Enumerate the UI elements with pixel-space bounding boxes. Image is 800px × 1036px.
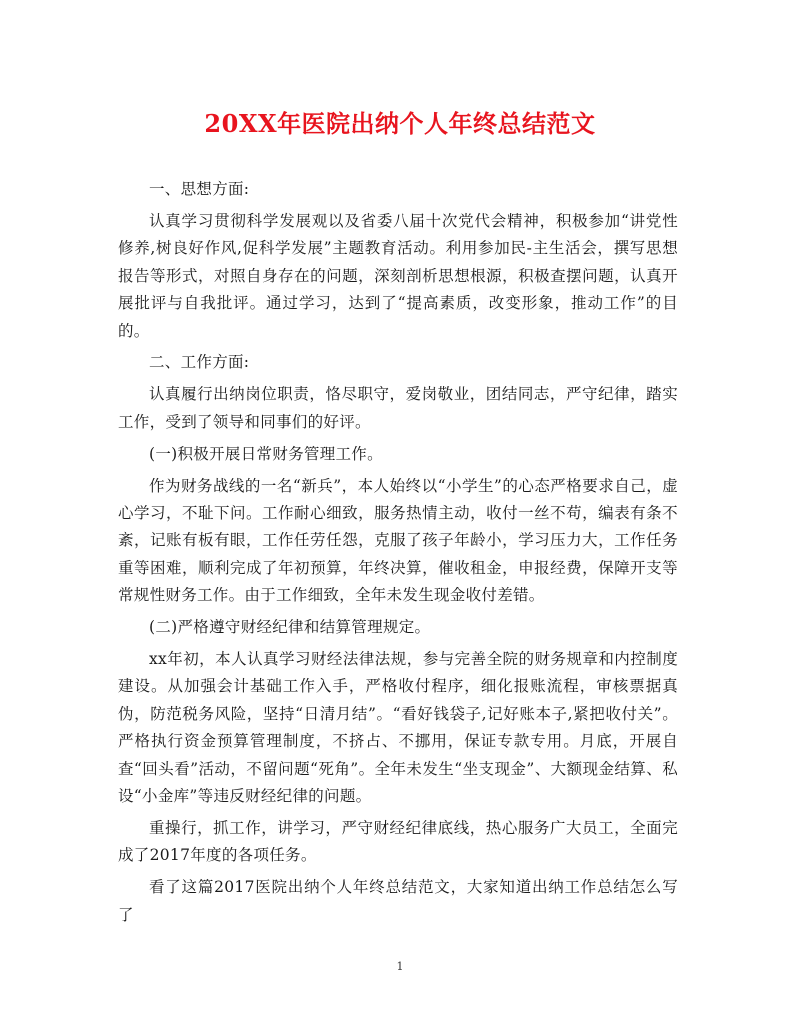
section-heading-thought: 一、思想方面: bbox=[149, 180, 250, 198]
paragraph-discipline: xx年初，本人认真学习财经法律法规，参与完善全院的财务规章和内控制度建设。从加强会计基础工作入手，严格收付程序，细化报账流程，审核票据真伪，防范税务风险，坚持“日清月结”。“看好钱袋子,记好账本子,紧把收付关”。严格执行资金预算管理制度，不挤占、不挪用，保证专款专用。月底，开展自查“回头看”活动，不留问题“死角”。全年未发生“坐支现金”、大额现金结算、私设“小金库”等违反财经纪律的问题。 bbox=[118, 650, 678, 806]
subsection-heading-2: (二)严格遵守财经纪律和结算管理规定。 bbox=[149, 618, 431, 637]
paragraph-thought: 认真学习贯彻科学发展观以及省委八届十次党代会精神，积极参加“讲党性修养,树良好作风,促科学发展”主题教育活动。利用参加民-主生活会，撰写思想报告等形式，对照自身存在的问题，深刻剖析思想根源，积极查摆问题，认真开展批评与自我批评。通过学习，达到了“提高素质，改变形象，推动工作”的目的。 bbox=[118, 211, 678, 340]
document-title: 20XX年医院出纳个人年终总结范文 bbox=[204, 109, 596, 138]
paragraph-summary: 重操行，抓工作，讲学习，严守财经纪律底线，热心服务广大员工，全面完成了2017年度的各项任务。 bbox=[118, 818, 678, 865]
page-number: 1 bbox=[396, 960, 404, 973]
paragraph-work-intro: 认真履行出纳岗位职责，恪尽职守，爱岗敬业，团结同志，严守纪律，踏实工作，受到了领导和同事们的好评。 bbox=[118, 385, 678, 431]
subsection-heading-1: (一)积极开展日常财务管理工作。 bbox=[149, 444, 383, 463]
paragraph-daily-finance: 作为财务战线的一名“新兵”，本人始终以“小学生”的心态严格要求自己，虚心学习，不耻下问。工作耐心细致，服务热情主动，收付一丝不苟，编表有条不紊，记账有板有眼，工作任劳任怨，克服了孩子年龄小，学习压力大，工作任务重等困难，顺利完成了年初预算，年终决算，催收租金，申报经费，保障开支等常规性财务工作。由于工作细致，全年未发生现金收付差错。 bbox=[118, 476, 678, 605]
section-heading-work: 二、工作方面: bbox=[149, 353, 250, 372]
paragraph-closing: 看了这篇2017医院出纳个人年终总结范文，大家知道出纳工作总结怎么写了 bbox=[118, 878, 678, 924]
document-body bbox=[118, 176, 678, 929]
